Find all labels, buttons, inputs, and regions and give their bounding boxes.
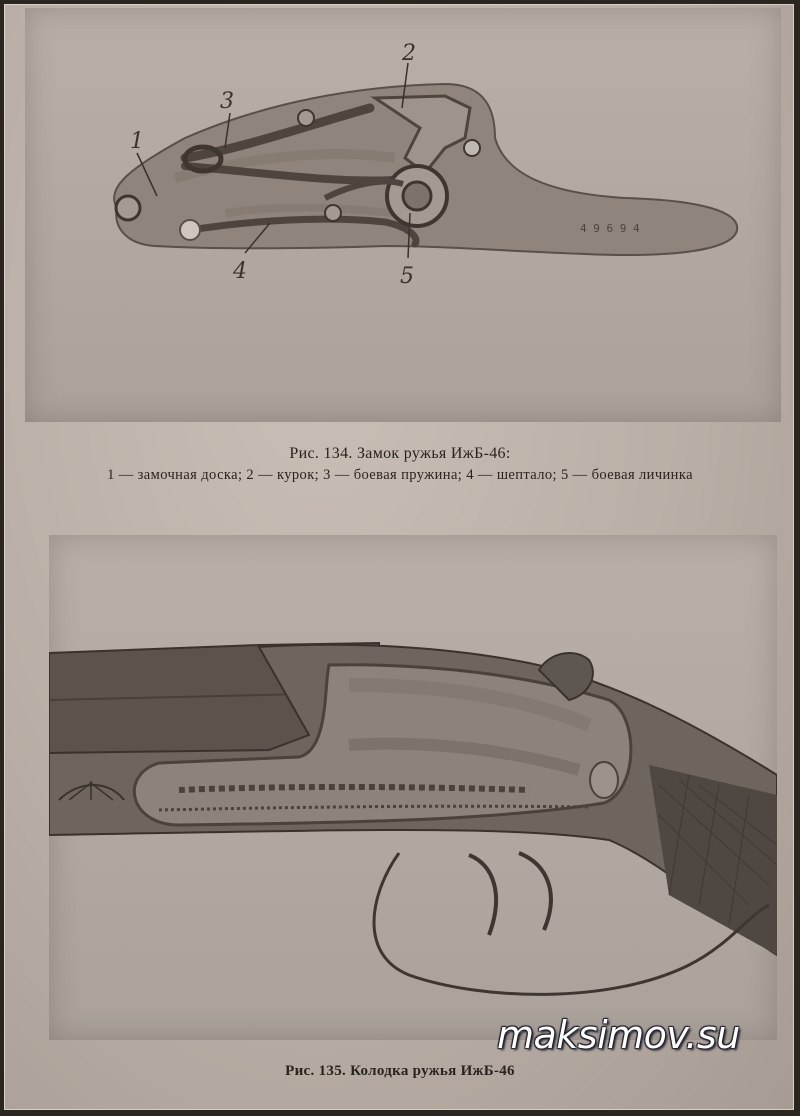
callout-4: 4 xyxy=(233,259,247,284)
callout-2: 2 xyxy=(402,41,416,66)
receiver-photo xyxy=(49,535,777,1040)
callout-1: 1 xyxy=(130,129,144,154)
figure-135-caption: Рис. 135. Колодка ружья ИжБ-46 xyxy=(285,1063,515,1079)
callout-5: 5 xyxy=(400,264,414,289)
site-watermark: maksimov.su xyxy=(497,1013,740,1057)
callout-3: 3 xyxy=(220,89,234,114)
serial-number: 4 9 6 9 4 xyxy=(580,222,640,235)
lock-illustration xyxy=(25,8,781,422)
trigger-rear xyxy=(519,853,551,930)
figure-134-caption-title: Рис. 134. Замок ружья ИжБ-46: xyxy=(289,445,511,462)
receiver-illustration xyxy=(49,535,777,1040)
book-page xyxy=(4,4,794,1110)
lock-photo xyxy=(25,8,781,422)
figure-134-caption-legend: 1 — замочная доска; 2 — курок; 3 — боевая пружина; 4 — шептало; 5 — боевая личинка xyxy=(107,467,693,483)
trigger-front xyxy=(469,855,496,935)
